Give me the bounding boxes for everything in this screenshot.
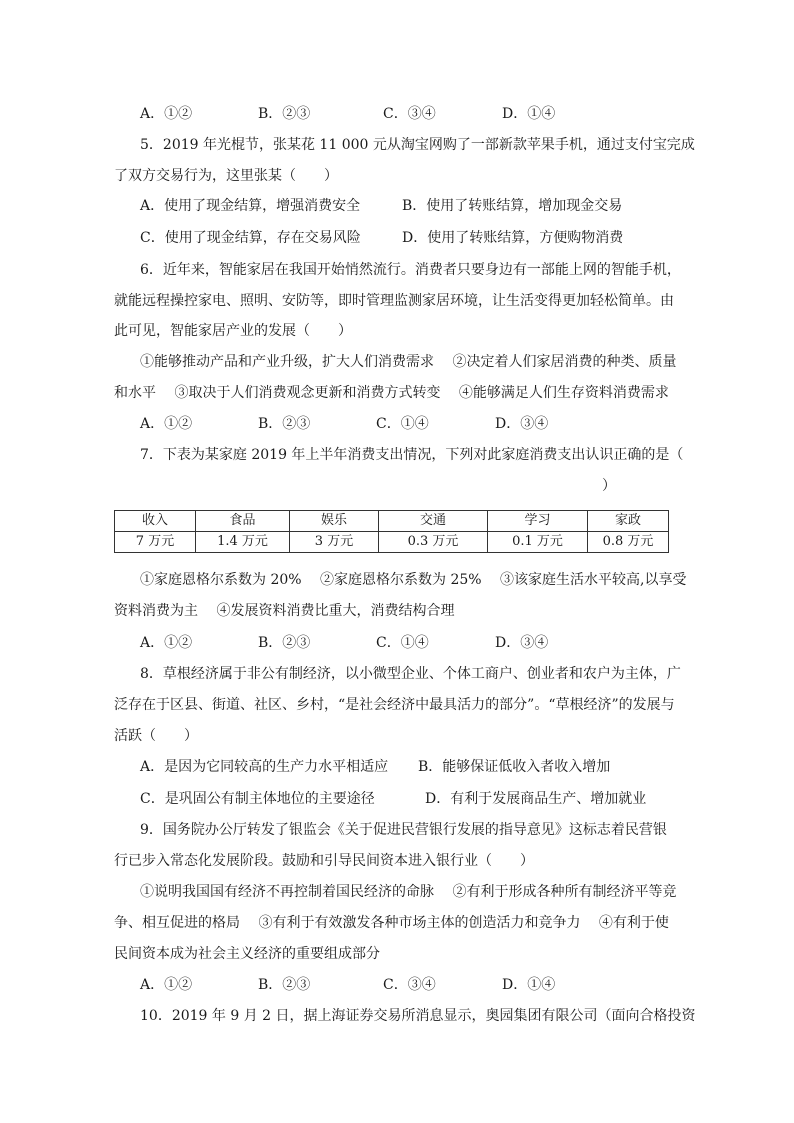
q9-option-c: C．③④ xyxy=(383,977,436,993)
q7-expense-table xyxy=(114,510,669,553)
q9-statements-line-3: 民间资本成为社会主义经济的重要组成部分 xyxy=(114,946,380,962)
q8-stem-line-1: 8．草根经济属于非公有制经济，以小微型企业、个体工商户、创业者和农户为主体，广 xyxy=(140,666,681,682)
q7-stem-line-2: ） xyxy=(602,478,616,494)
q4-option-b: B．②③ xyxy=(258,106,311,122)
q5-option-d: D．使用了转账结算，方便购物消费 xyxy=(402,230,624,246)
table-cell: 0.8 万元 xyxy=(588,532,669,553)
q8-option-c: C．是巩固公有制主体地位的主要途径 xyxy=(140,791,375,807)
q5-option-a: A．使用了现金结算，增强消费安全 xyxy=(140,198,361,214)
q6-stem-line-1: 6．近年来，智能家居在我国开始悄然流行。消费者只要身边有一部能上网的智能手机， xyxy=(140,262,681,278)
table-header-cell: 学习 xyxy=(488,511,588,532)
q8-stem-line-2: 泛存在于区县、街道、社区、乡村，“是社会经济中最具活力的部分”。“草根经济”的发展与 xyxy=(114,697,675,713)
q10-stem-line-1: 10．2019 年 9 月 2 日，据上海证券交易所消息显示，奥园集团有限公司（面向合格投资 xyxy=(140,1008,696,1024)
table-header-cell: 娱乐 xyxy=(290,511,379,532)
q9-option-a: A．①② xyxy=(140,977,193,993)
q7-option-b: B．②③ xyxy=(258,635,311,651)
q8-option-d: D．有利于发展商品生产、增加就业 xyxy=(425,791,647,807)
q5-stem-line-2: 了双方交易行为，这里张某（ ） xyxy=(114,168,338,184)
table-cell: 3 万元 xyxy=(290,532,379,553)
q8-stem-line-3: 活跃（ ） xyxy=(114,728,198,744)
table-header-row xyxy=(115,511,669,532)
q6-stem-line-3: 此可见，智能家居产业的发展（ ） xyxy=(114,323,352,339)
table-cell: 0.1 万元 xyxy=(488,532,588,553)
q9-statements-line-1: ①说明我国国有经济不再控制着国民经济的命脉 ②有利于形成各种所有制经济平等竞 xyxy=(140,884,677,900)
table-header-cell: 食品 xyxy=(196,511,290,532)
q6-stem-line-2: 就能远程操控家电、照明、安防等，即时管理监测家居环境，让生活变得更加轻松简单。由 xyxy=(114,293,674,309)
q5-stem-line-1: 5．2019 年光棍节，张某花 11 000 元从淘宝网购了一部新款苹果手机，通过支付宝完成 xyxy=(140,137,695,153)
q9-options xyxy=(140,975,700,995)
q9-stem-line-1: 9．国务院办公厅转发了银监会《关于促进民营银行发展的指导意见》这标志着民营银 xyxy=(140,822,667,838)
table-cell: 0.3 万元 xyxy=(379,532,488,553)
q4-option-d: D．①④ xyxy=(502,106,556,122)
q6-option-b: B．②③ xyxy=(258,416,311,432)
q7-stem-line-1: 7．下表为某家庭 2019 年上半年消费支出情况，下列对此家庭消费支出认识正确的是（ xyxy=(140,447,684,463)
q5-option-b: B．使用了转账结算，增加现金交易 xyxy=(402,198,623,214)
q7-option-c: C．①④ xyxy=(376,635,429,651)
q9-option-b: B．②③ xyxy=(258,977,311,993)
q7-statements-line-1: ①家庭恩格尔系数为 20% ②家庭恩格尔系数为 25% ③该家庭生活水平较高,以享受 xyxy=(140,572,687,588)
table-header-cell: 家政 xyxy=(588,511,669,532)
q9-stem-line-2: 行已步入常态化发展阶段。鼓励和引导民间资本进入银行业（ ） xyxy=(114,853,534,869)
q6-option-d: D．③④ xyxy=(495,416,549,432)
q8-option-b: B．能够保证低收入者收入增加 xyxy=(418,759,611,775)
q7-option-a: A．①② xyxy=(140,635,193,651)
table-cell: 1.4 万元 xyxy=(196,532,290,553)
q6-statements-line-1: ①能够推动产品和产业升级，扩大人们消费需求 ②决定着人们家居消费的种类、质量 xyxy=(140,354,677,370)
q4-options xyxy=(140,104,700,124)
q9-option-d: D．①④ xyxy=(502,977,556,993)
q9-statements-line-2: 争、相互促进的格局 ③有利于有效激发各种市场主体的创造活力和竞争力 ④有利于使 xyxy=(114,915,669,931)
q8-option-a: A．是因为它同较高的生产力水平相适应 xyxy=(140,759,389,775)
table-header-cell: 收入 xyxy=(115,511,196,532)
q7-options xyxy=(140,633,700,653)
q5-option-c: C．使用了现金结算，存在交易风险 xyxy=(140,230,361,246)
table-row xyxy=(115,532,669,553)
q6-options xyxy=(140,414,700,434)
table-header-cell: 交通 xyxy=(379,511,488,532)
q4-option-a: A．①② xyxy=(140,106,193,122)
q6-option-c: C．①④ xyxy=(376,416,429,432)
q7-statements-line-2: 资料消费为主 ④发展资料消费比重大，消费结构合理 xyxy=(114,603,455,619)
q4-option-c: C．③④ xyxy=(383,106,436,122)
q6-statements-line-2: 和水平 ③取决于人们消费观念更新和消费方式转变 ④能够满足人们生存资料消费需求 xyxy=(114,385,669,401)
q6-option-a: A．①② xyxy=(140,416,193,432)
table-cell: 7 万元 xyxy=(115,532,196,553)
q7-option-d: D．③④ xyxy=(495,635,549,651)
